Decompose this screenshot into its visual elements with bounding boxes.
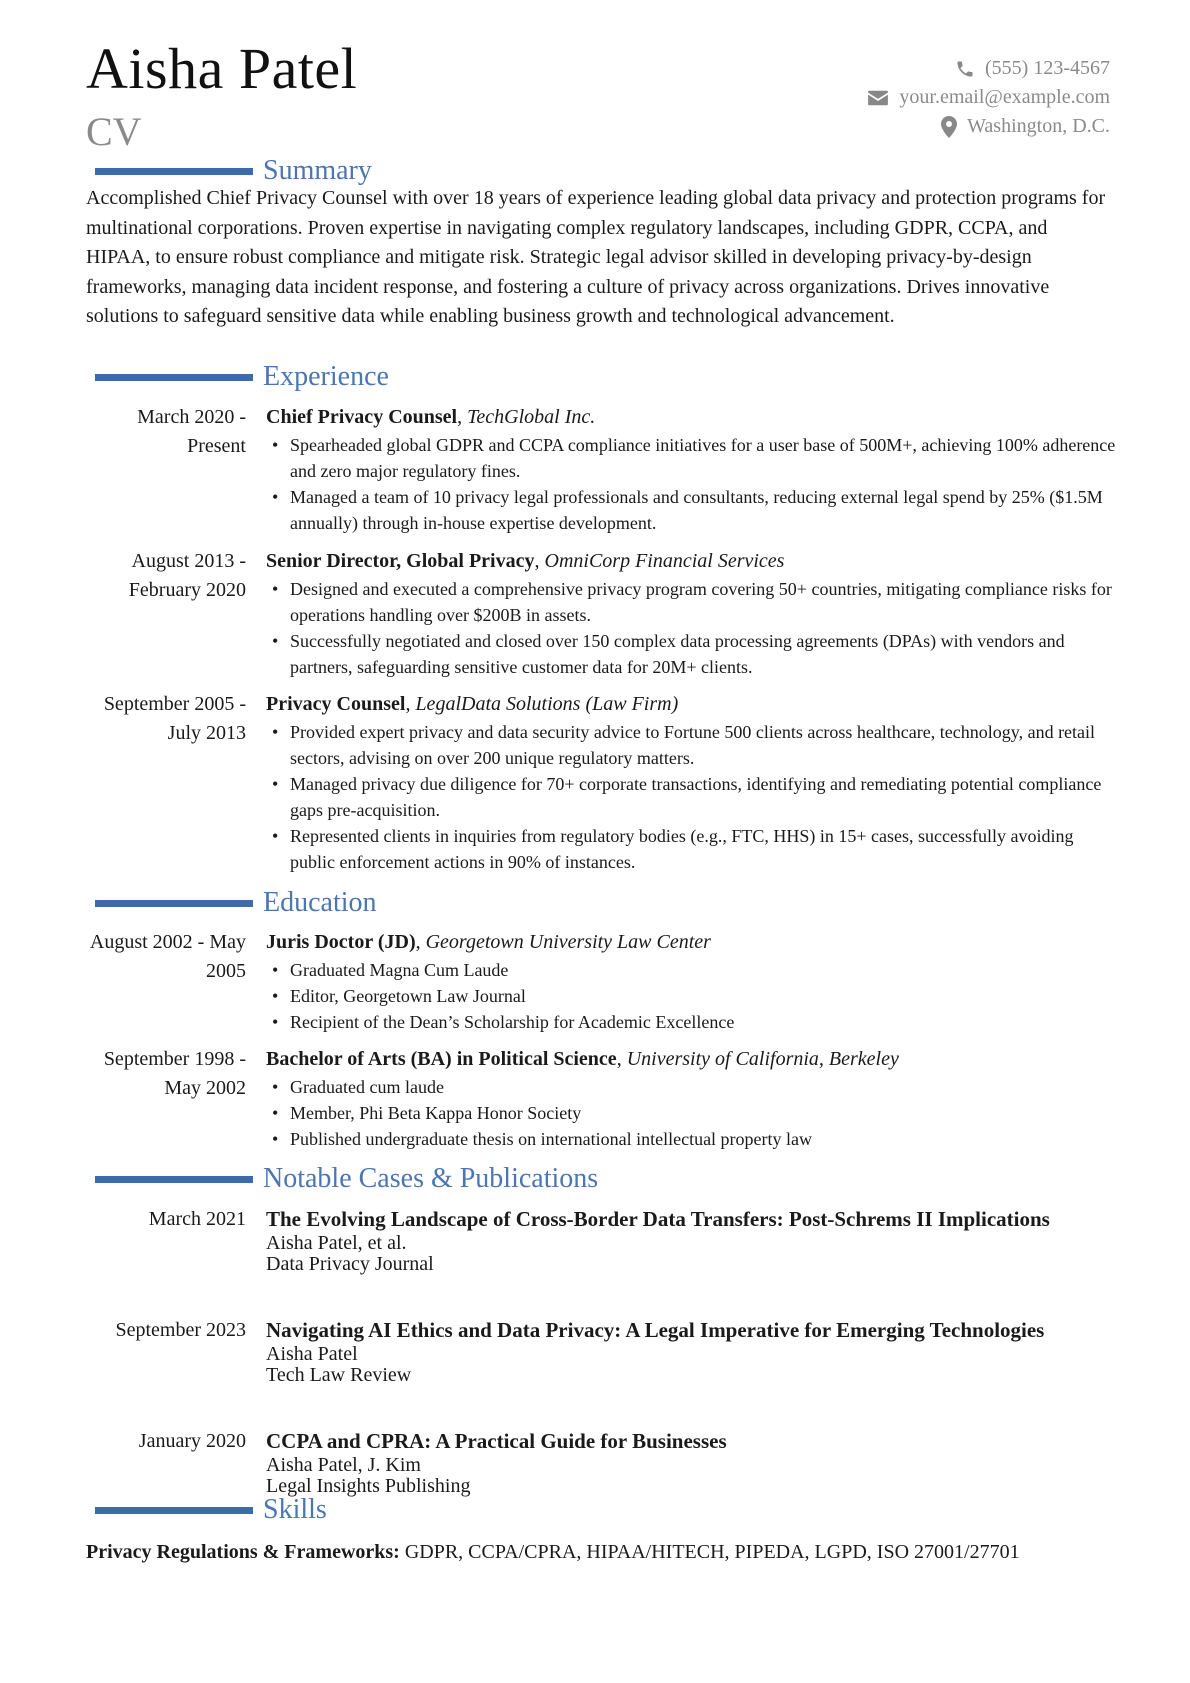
job-title: Chief Privacy Counsel bbox=[266, 406, 458, 428]
skills-text bbox=[86, 1538, 1112, 1568]
person-name: Aisha Patel bbox=[86, 36, 358, 101]
entry-heading: Privacy Counsel, LegalData Solutions (Law Firm) bbox=[266, 693, 679, 715]
experience-heading bbox=[95, 360, 389, 394]
publication-title: CCPA and CPRA: A Practical Guide for Businesses bbox=[266, 1429, 727, 1453]
entry-date: August 2013 - February 2020 bbox=[128, 550, 246, 601]
publication-title: Navigating AI Ethics and Data Privacy: A Legal Imperative for Emerging Technologies bbox=[266, 1318, 1045, 1342]
list-item: • Recipient of the Dean’s Scholarship for Academic Excellence bbox=[266, 1009, 1116, 1035]
section-title: Notable Cases & Publications bbox=[263, 1163, 599, 1194]
phone-icon bbox=[955, 59, 975, 79]
list-item: • Editor, Georgetown Law Journal bbox=[266, 983, 1116, 1009]
entry-date: September 1998 - May 2002 bbox=[103, 1048, 246, 1099]
section-accent-bar bbox=[95, 900, 253, 907]
email-text: your.email@example.com bbox=[899, 86, 1110, 108]
list-item: • Designed and executed a comprehensive privacy program covering 50+ countries, mitigating compliance risks for operations handling over $200B in assets. bbox=[266, 576, 1116, 628]
degree-title: Juris Doctor (JD) bbox=[266, 931, 416, 953]
list-item: • Provided expert privacy and data security advice to Fortune 500 clients across healthcare, technology, and retail sectors, advising on over 200 unique regulatory matters. bbox=[266, 719, 1116, 771]
section-title: Skills bbox=[263, 1494, 327, 1525]
contact-phone bbox=[867, 54, 1110, 83]
list-item: • Published undergraduate thesis on international intellectual property law bbox=[266, 1126, 1116, 1152]
skills-value: GDPR, CCPA/CPRA, HIPAA/HITECH, PIPEDA, LGPD, ISO 27001/27701 bbox=[404, 1541, 1020, 1563]
publication-title: The Evolving Landscape of Cross-Border Data Transfers: Post-Schrems II Implications bbox=[266, 1207, 1050, 1231]
entry-heading: Senior Director, Global Privacy, OmniCorp Financial Services bbox=[266, 550, 785, 572]
list-item: • Managed privacy due diligence for 70+ corporate transactions, identifying and remediating potential compliance gaps pre-acquisition. bbox=[266, 771, 1116, 823]
contact-email bbox=[867, 83, 1110, 112]
map-pin-icon bbox=[941, 116, 957, 138]
section-title: Education bbox=[263, 887, 377, 918]
publication-venue: Tech Law Review bbox=[266, 1364, 412, 1386]
organization: LegalData Solutions (Law Firm) bbox=[415, 693, 679, 715]
list-item: • Graduated Magna Cum Laude bbox=[266, 957, 1116, 983]
summary-heading bbox=[95, 154, 372, 188]
document-type: CV bbox=[86, 109, 142, 154]
publication-authors: Aisha Patel, J. Kim bbox=[266, 1454, 421, 1476]
contact-location bbox=[867, 112, 1110, 141]
institution: University of California, Berkeley bbox=[626, 1048, 899, 1070]
organization: OmniCorp Financial Services bbox=[544, 550, 785, 572]
entry-date: March 2021 bbox=[148, 1208, 246, 1230]
list-item: • Managed a team of 10 privacy legal professionals and consultants, reducing external legal spend by 25% ($1.5M annually) through in-house expertise development. bbox=[266, 484, 1116, 536]
phone-text: (555) 123-4567 bbox=[985, 57, 1110, 79]
location-text: Washington, D.C. bbox=[967, 115, 1110, 137]
section-accent-bar bbox=[95, 1176, 253, 1183]
publication-venue: Data Privacy Journal bbox=[266, 1253, 434, 1275]
list-item: • Spearheaded global GDPR and CCPA compliance initiatives for a user base of 500M+, achieving 100% adherence and zero major regulatory fines. bbox=[266, 432, 1116, 484]
entry-heading: Bachelor of Arts (BA) in Political Science, University of California, Berkeley bbox=[266, 1048, 899, 1070]
entry-date: January 2020 bbox=[138, 1430, 246, 1452]
entry-heading: Chief Privacy Counsel, TechGlobal Inc. bbox=[266, 406, 596, 428]
degree-title: Bachelor of Arts (BA) in Political Science bbox=[266, 1048, 617, 1070]
list-item: • Represented clients in inquiries from regulatory bodies (e.g., FTC, HHS) in 15+ cases, successfully avoiding public enforcement actions in 90% of instances. bbox=[266, 823, 1116, 875]
entry-heading: Juris Doctor (JD), Georgetown University Law Center bbox=[266, 931, 711, 953]
entry-date: August 2002 - May 2005 bbox=[89, 931, 246, 982]
institution: Georgetown University Law Center bbox=[425, 931, 711, 953]
list-item: • Member, Phi Beta Kappa Honor Society bbox=[266, 1100, 1116, 1126]
entry-date: March 2020 - Present bbox=[137, 406, 246, 457]
skills-label: Privacy Regulations & Frameworks: bbox=[86, 1541, 400, 1563]
publication-venue: Legal Insights Publishing bbox=[266, 1475, 471, 1497]
section-accent-bar bbox=[95, 1507, 253, 1514]
job-title: Senior Director, Global Privacy bbox=[266, 550, 535, 572]
summary-text: Accomplished Chief Privacy Counsel with over 18 years of experience leading global data privacy and protection programs for multinational corporations. Proven expertise in navigating complex regulatory landscapes, including GDPR, CCPA, and HIPAA, to ensure robust compliance and mitigate risk. Strategic legal advisor skilled in developing privacy-by-design frameworks, managing data incident response, and fostering a culture of privacy across organizations. Drives innovative solutions to safeguard sensitive data while enabling business growth and technological advancement. bbox=[86, 187, 1106, 327]
entry-date: September 2005 - July 2013 bbox=[103, 693, 246, 744]
section-title: Summary bbox=[263, 155, 372, 186]
organization: TechGlobal Inc. bbox=[467, 406, 596, 428]
contact-block bbox=[867, 54, 1110, 141]
publication-authors: Aisha Patel bbox=[266, 1343, 358, 1365]
publications-heading bbox=[95, 1162, 598, 1196]
section-accent-bar bbox=[95, 374, 253, 381]
section-title: Experience bbox=[263, 361, 389, 392]
section-accent-bar bbox=[95, 168, 253, 175]
publication-authors: Aisha Patel, et al. bbox=[266, 1232, 407, 1254]
education-heading bbox=[95, 886, 377, 920]
list-item: • Successfully negotiated and closed over 150 complex data processing agreements (DPAs) with vendors and partners, safeguarding sensitive customer data for 20M+ clients. bbox=[266, 628, 1116, 680]
entry-date: September 2023 bbox=[115, 1319, 246, 1341]
job-title: Privacy Counsel bbox=[266, 693, 406, 715]
list-item: • Graduated cum laude bbox=[266, 1074, 1116, 1100]
envelope-icon bbox=[867, 89, 889, 107]
skills-heading bbox=[95, 1493, 327, 1527]
